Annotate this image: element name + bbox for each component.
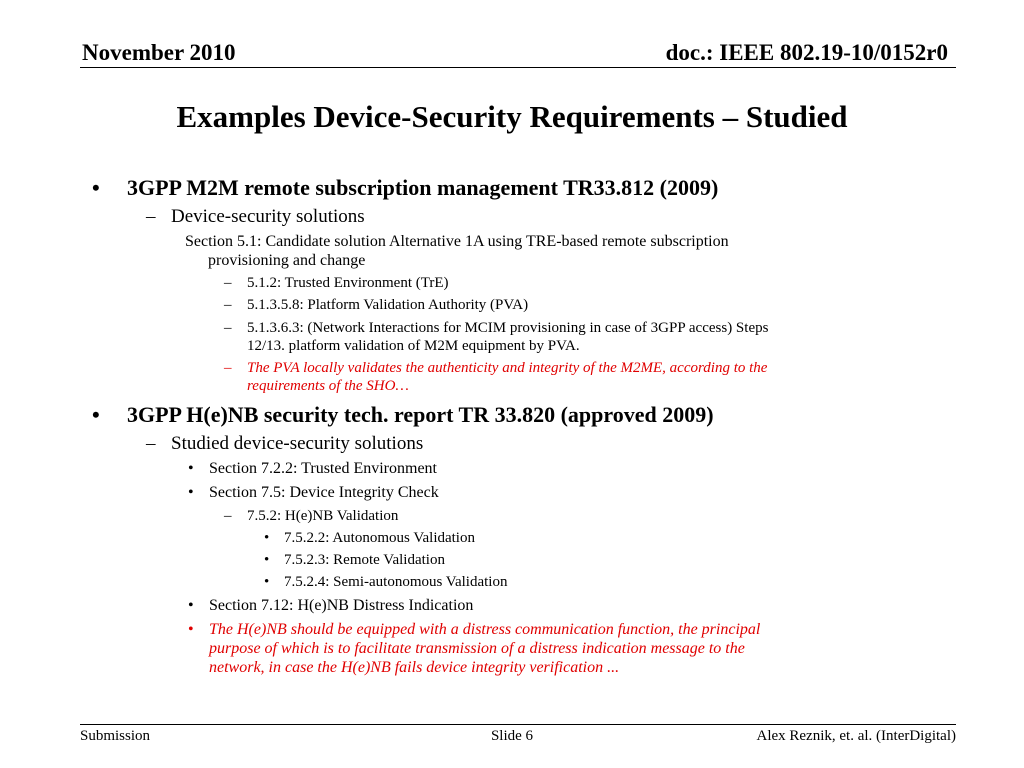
slide-title: Examples Device-Security Requirements – Studied — [176, 99, 848, 134]
dash-marker: – — [146, 433, 156, 454]
bullet-marker: • — [92, 175, 100, 200]
footer-left: Submission — [80, 728, 151, 744]
section-5-1-line-2: provisioning and change — [208, 252, 366, 269]
header-doc-id: doc.: IEEE 802.19-10/0152r0 — [665, 40, 948, 65]
dash-marker: – — [224, 360, 232, 376]
item-7-5-2-3: 7.5.2.3: Remote Validation — [284, 552, 445, 568]
item-5-1-2: 5.1.2: Trusted Environment (TrE) — [247, 275, 449, 291]
item-5-1-3-6-3-line-1: 5.1.3.6.3: (Network Interactions for MCIM provisioning in case of 3GPP access) Steps — [247, 320, 769, 336]
dash-marker: – — [224, 320, 232, 336]
bullet-1-1-text: Device-security solutions — [171, 206, 365, 227]
bullet-marker: • — [264, 574, 270, 590]
header-date: November 2010 — [82, 40, 236, 65]
pva-note-line-2: requirements of the SHO… — [247, 378, 409, 394]
bullet-marker: • — [264, 552, 270, 568]
item-7-5-2-2: 7.5.2.2: Autonomous Validation — [284, 530, 475, 546]
bullet-marker: • — [188, 597, 194, 614]
dash-marker: – — [224, 297, 232, 313]
distress-note-line-2: purpose of which is to facilitate transmission of a distress indication message to the — [209, 640, 745, 657]
bullet-1-text: 3GPP M2M remote subscription management TR33.812 (2009) — [127, 175, 719, 200]
bullet-2-text: 3GPP H(e)NB security tech. report TR 33.820 (approved 2009) — [127, 402, 714, 427]
distress-note-line-3: network, in case the H(e)NB fails device integrity verification ... — [209, 659, 620, 676]
bullet-marker: • — [92, 402, 100, 427]
bullet-marker: • — [188, 484, 194, 501]
item-5-1-3-5-8: 5.1.3.5.8: Platform Validation Authority (PVA) — [247, 297, 529, 313]
item-5-1-3-6-3-line-2: 12/13. platform validation of M2M equipment by PVA. — [247, 338, 580, 354]
bullet-marker: • — [188, 621, 194, 638]
footer-author: Alex Reznik, et. al. (InterDigital) — [756, 728, 956, 744]
item-7-5-2: 7.5.2: H(e)NB Validation — [247, 508, 399, 524]
item-7-5: Section 7.5: Device Integrity Check — [209, 484, 439, 501]
bullet-marker: • — [188, 460, 194, 477]
item-7-2-2: Section 7.2.2: Trusted Environment — [209, 460, 437, 477]
dash-marker: – — [224, 275, 232, 291]
bullet-2-1-text: Studied device-security solutions — [171, 433, 424, 454]
header-rule — [80, 67, 956, 68]
dash-marker: – — [224, 508, 232, 524]
footer-slide-number: Slide 6 — [490, 728, 534, 744]
bullet-marker: • — [264, 530, 270, 546]
item-7-5-2-4: 7.5.2.4: Semi-autonomous Validation — [284, 574, 508, 590]
section-5-1-line-1: Section 5.1: Candidate solution Alternative 1A using TRE-based remote subscription — [185, 233, 729, 250]
item-7-12: Section 7.12: H(e)NB Distress Indication — [209, 597, 474, 614]
dash-marker: – — [146, 206, 156, 227]
pva-note-line-1: The PVA locally validates the authenticity and integrity of the M2ME, according to the — [247, 360, 768, 376]
distress-note-line-1: The H(e)NB should be equipped with a distress communication function, the principal — [209, 621, 761, 638]
footer-rule — [80, 724, 956, 725]
